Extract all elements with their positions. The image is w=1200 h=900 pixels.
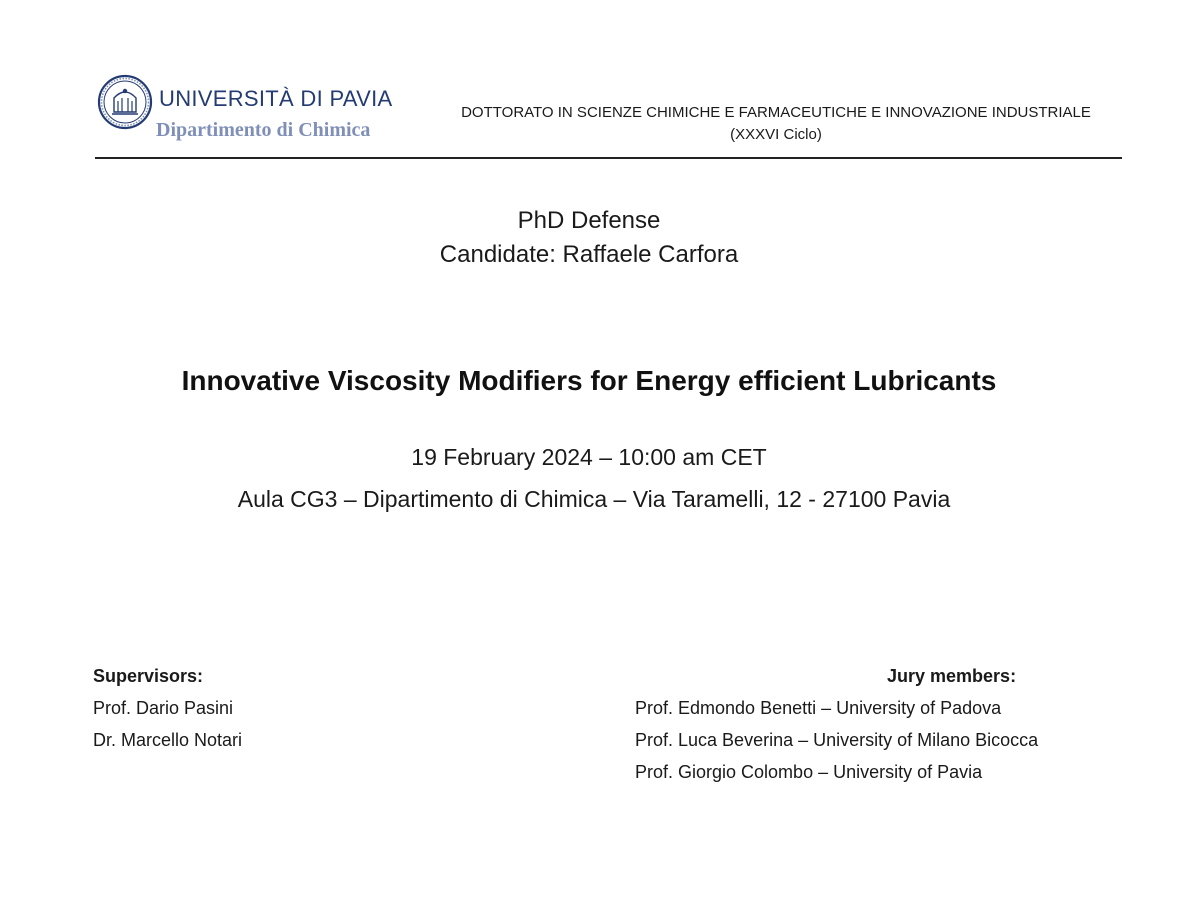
thesis-title: Innovative Viscosity Modifiers for Energy efficient Lubricants bbox=[181, 365, 997, 396]
doctorate-cycle: (XXXVI Ciclo) bbox=[730, 126, 822, 143]
supervisor-name: Prof. Dario Pasini bbox=[93, 698, 234, 718]
event-datetime: 19 February 2024 – 10:00 am CET bbox=[411, 444, 767, 470]
university-name: UNIVERSITÀ DI PAVIA bbox=[159, 86, 393, 111]
doctorate-heading bbox=[430, 102, 1122, 146]
event-type: PhD Defense bbox=[517, 207, 661, 234]
jury-section bbox=[635, 660, 1038, 788]
jury-member: Prof. Luca Beverina – University of Milano Bicocca bbox=[635, 730, 1039, 750]
supervisors-section bbox=[93, 660, 242, 756]
jury-member: Prof. Edmondo Benetti – University of Padova bbox=[635, 698, 1002, 718]
department-name: Dipartimento di Chimica bbox=[156, 119, 371, 141]
candidate-name: Candidate: Raffaele Carfora bbox=[439, 241, 739, 268]
supervisors-heading: Supervisors: bbox=[93, 666, 204, 686]
jury-heading: Jury members: bbox=[887, 666, 1017, 686]
university-seal-icon bbox=[94, 74, 156, 130]
jury-member: Prof. Giorgio Colombo – University of Pavia bbox=[635, 762, 983, 782]
defense-heading bbox=[0, 204, 1178, 272]
doctorate-program: DOTTORATO IN SCIENZE CHIMICHE E FARMACEUTICHE E INNOVAZIONE INDUSTRIALE bbox=[461, 104, 1091, 121]
header-divider bbox=[95, 157, 1122, 159]
supervisor-name: Dr. Marcello Notari bbox=[93, 730, 243, 750]
event-venue: Aula CG3 – Dipartimento di Chimica – Via Taramelli, 12 - 27100 Pavia bbox=[237, 486, 951, 512]
